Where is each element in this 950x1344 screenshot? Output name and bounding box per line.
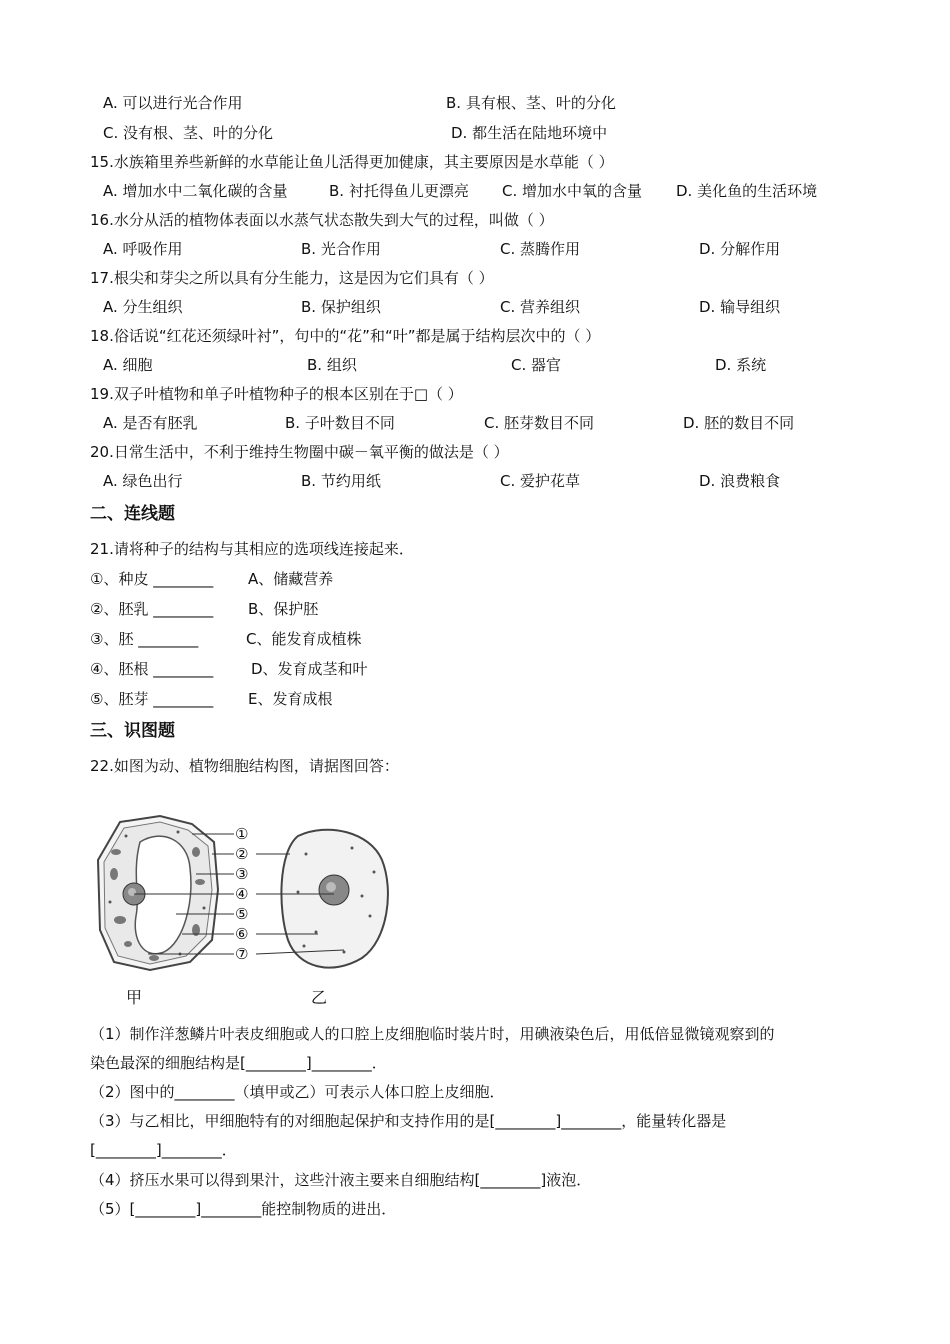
- q18-options: [103, 355, 863, 375]
- diagram-label-2: ②: [235, 845, 249, 863]
- q22-stem: 22.如图为动、植物细胞结构图，请据图回答：: [90, 757, 399, 775]
- q20-option-c: C. 爱护花草: [500, 472, 581, 490]
- chloroplast: [149, 955, 159, 961]
- q17-stem: 17.根尖和芽尖之所以具有分生能力，这是因为它们具有（ ）: [90, 269, 494, 287]
- chloroplast: [124, 941, 132, 947]
- q14-option-a: A. 可以进行光合作用: [103, 94, 243, 112]
- animal-cell-nucleolus: [326, 882, 336, 892]
- q14-option-b: B. 具有根、茎、叶的分化: [446, 94, 616, 112]
- q17-option-b: B. 保护组织: [301, 298, 381, 316]
- q21-stem: 21.请将种子的结构与其相应的选项线连接起来．: [90, 540, 414, 558]
- q19-option-b: B. 子叶数目不同: [285, 414, 395, 432]
- q21-row-left: ④、胚根 ________: [90, 660, 214, 678]
- q21-row: [90, 629, 490, 649]
- q15-options: [103, 181, 863, 201]
- q18-stem: 18.俗话说“红花还须绿叶衬”，句中的“花”和“叶”都是属于结构层次中的（ ）: [90, 327, 601, 345]
- plant-cell-nucleolus: [128, 888, 136, 896]
- q20-option-a: A. 绿色出行: [103, 472, 183, 490]
- q21-row-right: B、保护胚: [248, 600, 319, 618]
- cytoplasm-dot: [177, 831, 180, 834]
- q22-sub5: （5）[________]________能控制物质的进出．: [90, 1200, 397, 1218]
- diagram-label-3: ③: [235, 865, 249, 883]
- chloroplast: [111, 849, 121, 855]
- diagram-label-1: ①: [235, 825, 249, 843]
- q15-option-d: D. 美化鱼的生活环境: [676, 182, 818, 200]
- cytoplasm-dot: [297, 891, 300, 894]
- q16-option-d: D. 分解作用: [699, 240, 781, 258]
- q15-option-b: B. 衬托得鱼儿更漂亮: [329, 182, 469, 200]
- q20-option-d: D. 浪费粮食: [699, 472, 781, 490]
- q22-sub3-line1: （3）与乙相比，甲细胞特有的对细胞起保护和支持作用的是[________]________，能量转化器是: [90, 1112, 727, 1130]
- q21-row-left: ①、种皮 ________: [90, 570, 214, 588]
- chloroplast: [192, 847, 200, 857]
- caption-plant-cell: 甲: [126, 988, 143, 1007]
- q15-option-c: C. 增加水中氧的含量: [502, 182, 643, 200]
- q18-option-a: A. 细胞: [103, 356, 153, 374]
- q17-option-c: C. 营养组织: [500, 298, 581, 316]
- q22-sub1-line2: 染色最深的细胞结构是[________]________．: [90, 1054, 387, 1072]
- cytoplasm-dot: [305, 853, 308, 856]
- q18-option-c: C. 器官: [511, 356, 562, 374]
- cell-diagram: [92, 812, 402, 986]
- q16-option-b: B. 光合作用: [301, 240, 381, 258]
- q21-row: [90, 689, 490, 709]
- cytoplasm-dot: [203, 907, 206, 910]
- cytoplasm-dot: [315, 931, 318, 934]
- q19-option-c: C. 胚芽数目不同: [484, 414, 595, 432]
- q15-option-a: A. 增加水中二氧化碳的含量: [103, 182, 288, 200]
- q20-options: [103, 471, 863, 491]
- q22-sub2: （2）图中的________（填甲或乙）可表示人体口腔上皮细胞．: [90, 1083, 505, 1101]
- q17-option-d: D. 输导组织: [699, 298, 781, 316]
- q14-option-d: D. 都生活在陆地环境中: [451, 124, 608, 142]
- q16-option-a: A. 呼吸作用: [103, 240, 183, 258]
- q16-option-c: C. 蒸腾作用: [500, 240, 581, 258]
- q18-option-b: B. 组织: [307, 356, 357, 374]
- q15-stem: 15.水族箱里养些新鲜的水草能让鱼儿活得更加健康，其主要原因是水草能（ ）: [90, 153, 614, 171]
- q21-row-left: ③、胚 ________: [90, 630, 199, 648]
- cytoplasm-dot: [373, 871, 376, 874]
- diagram-label-7: ⑦: [235, 945, 249, 963]
- diagram-label-4: ④: [235, 885, 249, 903]
- q17-option-a: A. 分生组织: [103, 298, 183, 316]
- q21-row-left: ⑤、胚芽 ________: [90, 690, 214, 708]
- q19-options: [103, 413, 863, 433]
- cytoplasm-dot: [303, 945, 306, 948]
- q14-options-row2: [103, 123, 863, 143]
- section-heading-matching: 二、连线题: [90, 504, 175, 524]
- diagram-label-6: ⑥: [235, 925, 249, 943]
- q21-row: [90, 569, 490, 589]
- caption-animal-cell: 乙: [311, 988, 328, 1007]
- q17-options: [103, 297, 863, 317]
- q20-option-b: B. 节约用纸: [301, 472, 381, 490]
- q14-option-c: C. 没有根、茎、叶的分化: [103, 124, 274, 142]
- q16-options: [103, 239, 863, 259]
- q22-sub4: （4）挤压水果可以得到果汁，这些汁液主要来自细胞结构[________]液泡．: [90, 1171, 592, 1189]
- q18-option-d: D. 系统: [715, 356, 767, 374]
- q19-option-a: A. 是否有胚乳: [103, 414, 198, 432]
- q21-row: [90, 659, 490, 679]
- cytoplasm-dot: [351, 847, 354, 850]
- q14-options: [103, 93, 863, 113]
- section-heading-diagram: 三、识图题: [90, 721, 175, 741]
- chloroplast: [195, 879, 205, 885]
- cytoplasm-dot: [369, 915, 372, 918]
- q22-sub1-line1: （1）制作洋葱鳞片叶表皮细胞或人的口腔上皮细胞临时装片时，用碘液染色后，用低倍显微镜观察到的: [90, 1025, 775, 1043]
- q16-stem: 16.水分从活的植物体表面以水蒸气状态散失到大气的过程，叫做（ ）: [90, 211, 554, 229]
- cytoplasm-dot: [343, 951, 346, 954]
- cytoplasm-dot: [125, 835, 128, 838]
- diagram-label-5: ⑤: [235, 905, 249, 923]
- q21-row: [90, 599, 490, 619]
- cytoplasm-dot: [361, 895, 364, 898]
- q19-stem: 19.双子叶植物和单子叶植物种子的根本区别在于□（ ）: [90, 385, 463, 403]
- q20-stem: 20.日常生活中，不利于维持生物圈中碳－氧平衡的做法是（ ）: [90, 443, 509, 461]
- cytoplasm-dot: [109, 901, 112, 904]
- chloroplast: [110, 868, 118, 880]
- q21-row-left: ②、胚乳 ________: [90, 600, 214, 618]
- q19-option-d: D. 胚的数目不同: [683, 414, 795, 432]
- q22-sub3-line2: [________]________．: [90, 1141, 237, 1159]
- q21-row-right: D、发育成茎和叶: [251, 660, 368, 678]
- cell-diagram-svg: [92, 812, 402, 982]
- chloroplast: [114, 916, 126, 924]
- q21-row-right: E、发育成根: [248, 690, 333, 708]
- q21-row-right: C、能发育成植株: [246, 630, 362, 648]
- q21-row-right: A、储藏营养: [248, 570, 334, 588]
